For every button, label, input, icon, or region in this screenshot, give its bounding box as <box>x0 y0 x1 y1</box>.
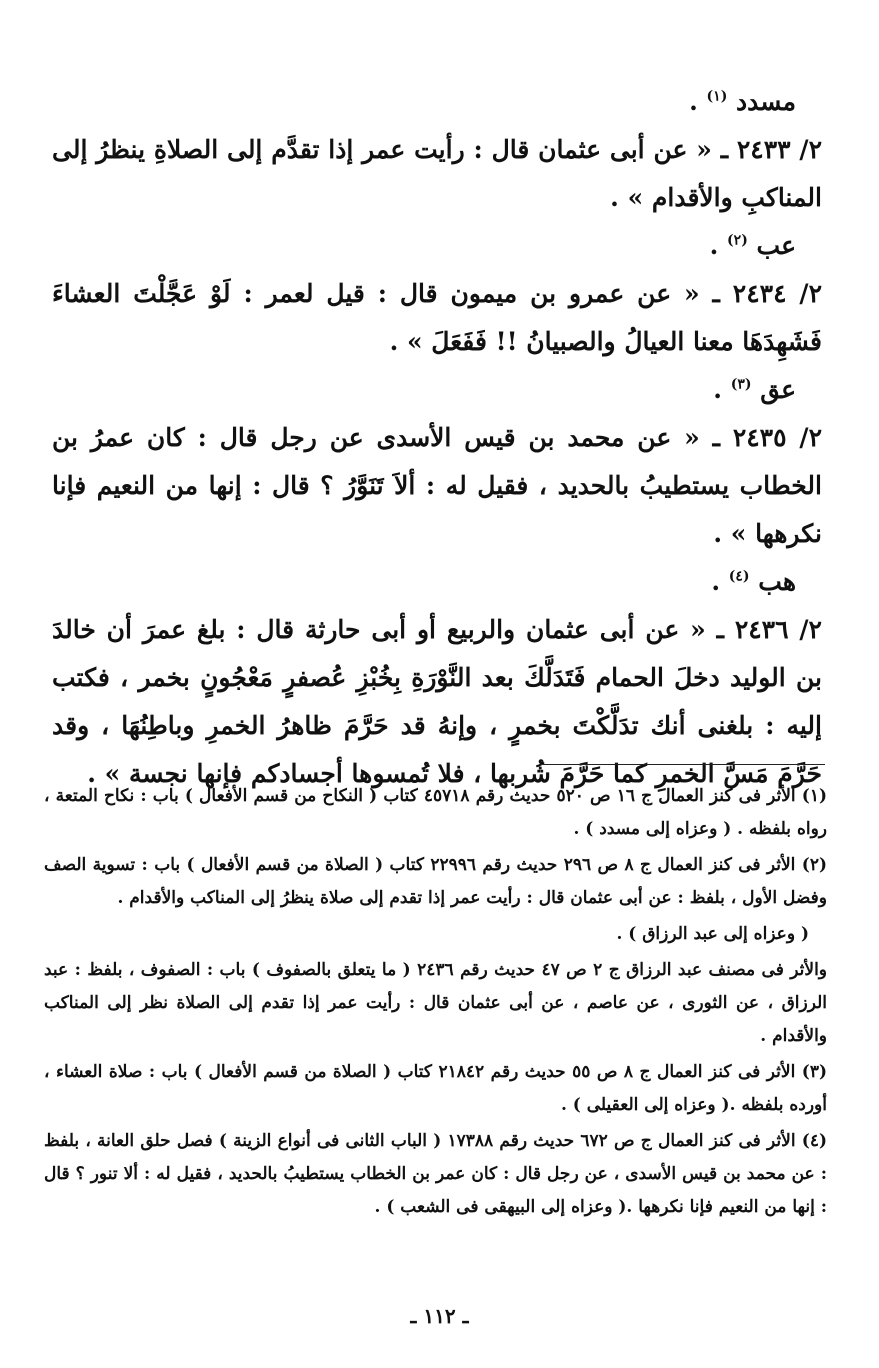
page-number: ـ ١١٢ ـ <box>410 1304 469 1328</box>
footnote-ref: (٢) <box>727 232 748 249</box>
footnote-4: (٤) الأثر فى كنز العمال ج ص ٦٧٢ حديث رقم ١٧٣٨٨ ( الباب الثانى فى أنواع الزينة ) فصل حلق العانة ، بلفظ : عن محمد بن قيس الأسدى ، عن رجل قال : كان عمر بن الخطاب يستطيبُ بالحديد ، فقيل له : ألا تنور ؟ قال : إنها من النعيم فإنا نكرهها .( وعزاه إلى البيهقى فى الشعب ) . <box>44 1131 827 1217</box>
source-line-3 <box>52 366 822 414</box>
footnote-ref: (٣) <box>730 376 752 393</box>
source-end: . <box>709 231 719 260</box>
source-end: . <box>711 567 721 596</box>
footnote-2: (٢) الأثر فى كنز العمال ج ٨ ص ٢٩٦ حديث رقم ٢٢٩٩٦ كتاب ( الصلاة من قسم الأفعال ) باب : تسوية الصف وفضل الأول ، بلفظ : عن أبى عثمان قال : رأيت عمر إذا تقدم إلى صلاة ينظرُ إلى المناكب والأقدام . <box>44 855 828 908</box>
source-line-4 <box>52 558 822 606</box>
hadith-2433: ٢/ ٢٤٣٣ ـ « عن أبى عثمان قال : رأيت عمر إذا تقدَّم إلى الصلاةِ ينظرُ إلى المناكبِ والأقدام » . <box>52 135 823 212</box>
footnote-3: (٣) الأثر فى كنز العمال ج ٨ ص ٥٥ حديث رقم ٢١٨٤٢ كتاب ( الصلاة من قسم الأفعال ) باب : صلاة العشاء ، أورده بلفظه .( وعزاه إلى العقيلى ) . <box>44 1062 828 1115</box>
main-text <box>52 78 822 798</box>
footnote-divider <box>540 764 825 765</box>
footnote-1: (١) الأثر فى كنز العمال ج ١٦ ص ٥٢٠ حديث رقم ٤٥٧١٨ كتاب ( النكاح من قسم الأفعال ) باب : نكاح المتعة ، رواه بلفظه . ( وعزاه إلى مسدد ) . <box>44 786 828 839</box>
source-line-1 <box>52 78 822 126</box>
hadith-2436: ٢/ ٢٤٣٦ ـ « عن أبى عثمان والربيع أو أبى حارثة قال : بلغ عمرَ أن خالدَ بن الوليد دخلَ الحمام فَتَدَلَّكَ بعد النَّوْرَةِ بِخُبْزِ عُصفرٍ مَعْجُونٍ بخمر ، فكتب إليه : بلغنى أنك تدَلَّكْتَ بخمرٍ ، وإنهُ قد حَرَّمَ ظاهرُ الخمرِ وباطِنُهَا ، وقد حَرَّمَ مَسَّ الخمرِ كما حَرَّمَ شُربها ، فلا تُمسوها أجسادكم فإنها نجسة » . <box>52 615 822 788</box>
source-label: هب <box>758 567 796 596</box>
hadith-2434: ٢/ ٢٤٣٤ ـ « عن عمرو بن ميمون قال : قيل لعمر : لَوْ عَجَّلْتَ العشاءَ فَشَهِدَهَا معنا العيالُ والصبيانُ !! فَفَعَلَ » . <box>52 279 822 356</box>
source-label: عق <box>760 375 796 404</box>
footnote-ref: (١) <box>706 88 728 105</box>
source-line-2 <box>52 222 822 270</box>
footnotes <box>44 780 827 1227</box>
footnote-2-attribution: ( وعزاه إلى عبد الرزاق ) . <box>616 924 809 944</box>
footnote-2-additional: والأثر فى مصنف عبد الرزاق ج ٢ ص ٤٧ حديث رقم ٢٤٣٦ ( ما يتعلق بالصفوف ) باب : الصفوف ، بلفظ : عبد الرزاق ، عن الثورى ، عن عاصم ، عن أبى عثمان قال : رأيت عمر إذا تقدم إلى الصلاة نظر إلى المناكب والأقدام . <box>44 960 828 1046</box>
source-end: . <box>713 375 722 404</box>
source-end: . <box>689 87 698 116</box>
source-label: عب <box>756 231 796 260</box>
hadith-2435: ٢/ ٢٤٣٥ ـ « عن محمد بن قيس الأسدى عن رجل قال : كان عمرُ بن الخطاب يستطيبُ بالحديد ، فقيل له : ألاَ تَنَوَّرُ ؟ قال : إنها من النعيم فإنا نكرهها » . <box>52 423 822 548</box>
source-label: مسدد <box>736 87 796 116</box>
footnote-ref: (٤) <box>728 568 750 585</box>
